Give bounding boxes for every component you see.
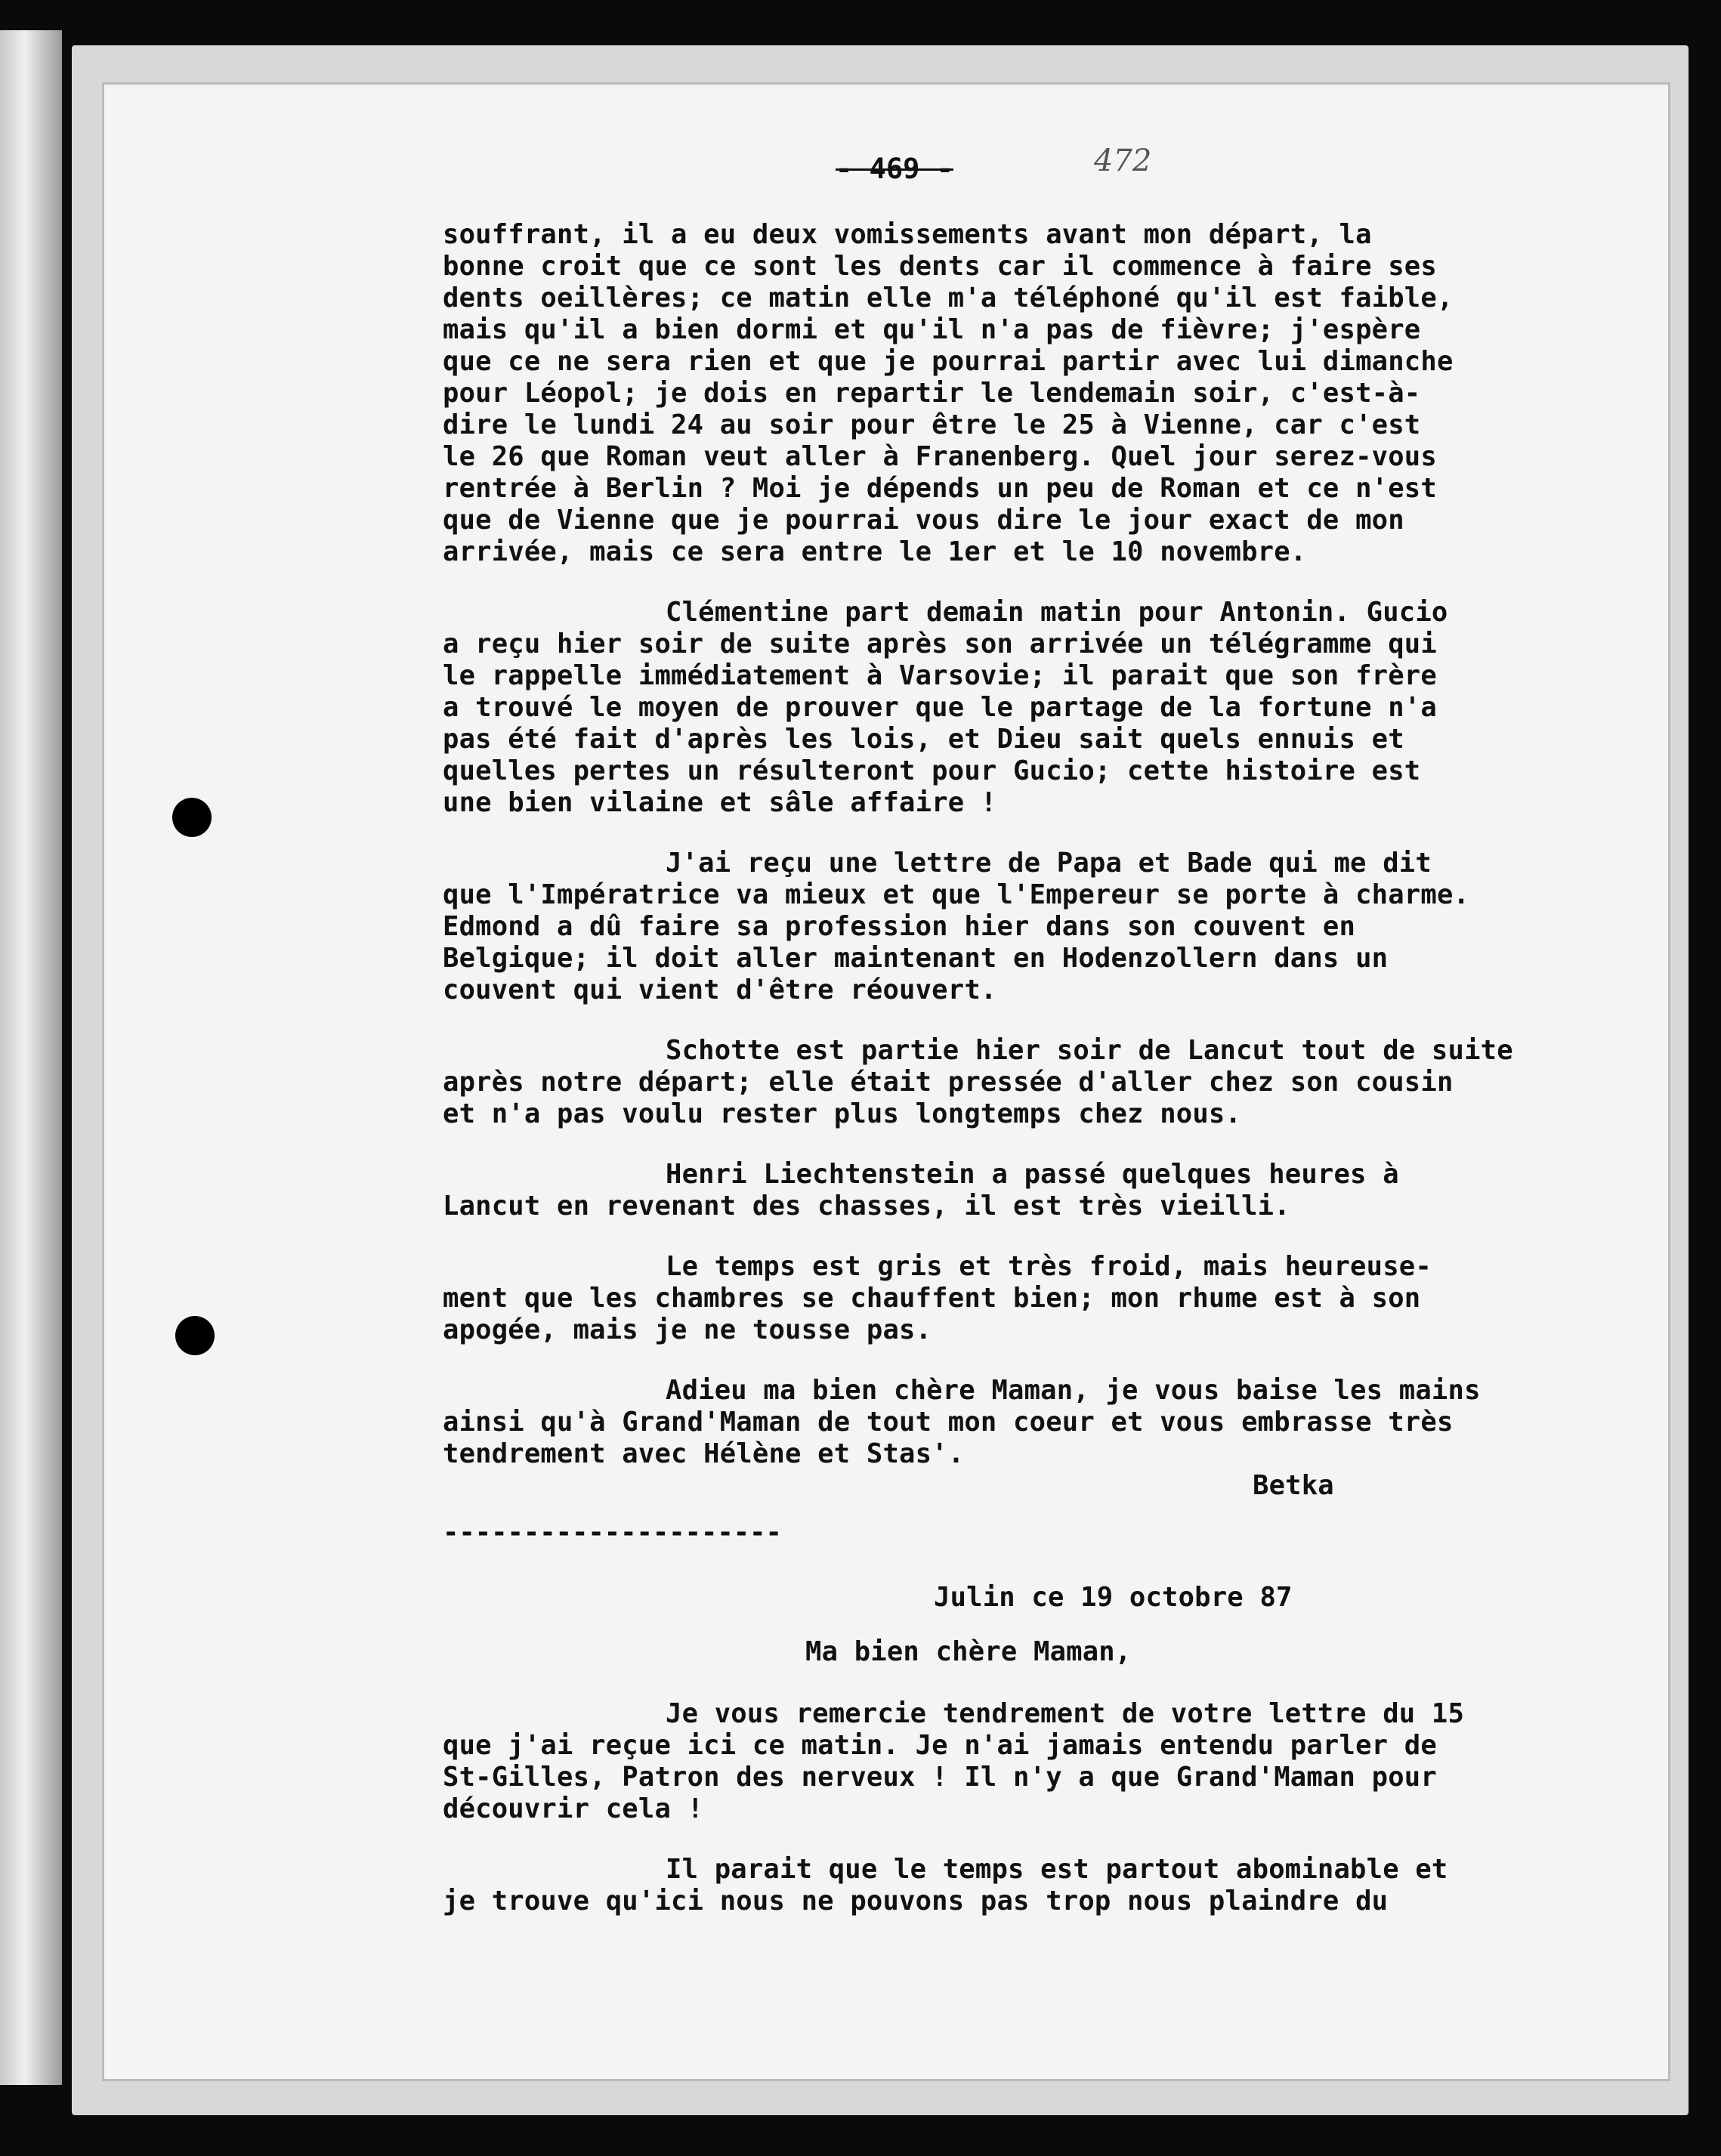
separator-rule: --------------------- xyxy=(443,1517,782,1548)
paragraph xyxy=(443,219,1651,568)
letter-date: Julin ce 19 octobre 87 xyxy=(934,1582,1293,1613)
text-line: Adieu ma bien chère Maman, je vous baise les mains xyxy=(666,1375,1481,1406)
letter-text xyxy=(443,219,1651,1946)
text-line: dents oeillères; ce matin elle m'a téléphoné qu'il est faible, xyxy=(443,283,1454,314)
text-line: quelles pertes un résulteront pour Gucio; cette histoire est xyxy=(443,755,1421,786)
text-line: J'ai reçu une lettre de Papa et Bade qui me dit xyxy=(666,848,1432,879)
text-line: pas été fait d'après les lois, et Dieu sait quels ennuis et xyxy=(443,724,1404,755)
paragraph xyxy=(443,1375,1651,1470)
text-line: ainsi qu'à Grand'Maman de tout mon coeur et vous embrasse très xyxy=(443,1407,1454,1438)
text-line: que l'Impératrice va mieux et que l'Empereur se porte à charme. xyxy=(443,879,1470,910)
text-line: que ce ne sera rien et que je pourrai partir avec lui dimanche xyxy=(443,346,1454,377)
text-line: Clémentine part demain matin pour Antonin. Gucio xyxy=(666,597,1448,628)
punch-hole-top xyxy=(172,798,212,837)
punch-hole-bottom xyxy=(175,1316,215,1355)
salutation: Ma bien chère Maman, xyxy=(805,1636,1132,1667)
text-line: Henri Liechtenstein a passé quelques heures à xyxy=(666,1159,1399,1190)
paragraph xyxy=(443,597,1651,819)
text-line: rentrée à Berlin ? Moi je dépends un peu de Roman et ce n'est xyxy=(443,473,1437,504)
text-line: Edmond a dû faire sa profession hier dans son couvent en xyxy=(443,911,1356,942)
text-line: Il parait que le temps est partout abominable et xyxy=(666,1854,1448,1885)
paragraph xyxy=(443,1251,1651,1346)
text-line: couvent qui vient d'être réouvert. xyxy=(443,975,997,1005)
text-line: dire le lundi 24 au soir pour être le 25 à Vienne, car c'est xyxy=(443,409,1421,440)
text-line: après notre départ; elle était pressée d'aller chez son cousin xyxy=(443,1067,1454,1098)
paragraph xyxy=(443,848,1651,1006)
page-number: - 469 - xyxy=(836,153,953,185)
signature: Betka xyxy=(1253,1470,1334,1501)
text-line: a trouvé le moyen de prouver que le partage de la fortune n'a xyxy=(443,692,1437,723)
text-line: mais qu'il a bien dormi et qu'il n'a pas de fièvre; j'espère xyxy=(443,314,1421,345)
text-line: tendrement avec Hélène et Stas'. xyxy=(443,1438,965,1469)
text-line: St-Gilles, Patron des nerveux ! Il n'y a que Grand'Maman pour xyxy=(443,1762,1437,1793)
text-line: le 26 que Roman veut aller à Franenberg. Quel jour serez-vous xyxy=(443,441,1437,472)
text-line: Belgique; il doit aller maintenant en Hodenzollern dans un xyxy=(443,943,1389,974)
paragraph xyxy=(443,1698,1651,1825)
binder-edge xyxy=(0,30,62,2085)
text-line: le rappelle immédiatement à Varsovie; il parait que son frère xyxy=(443,660,1437,691)
text-line: bonne croit que ce sont les dents car il commence à faire ses xyxy=(443,251,1437,282)
text-line: a reçu hier soir de suite après son arrivée un télégramme qui xyxy=(443,629,1437,659)
text-line: découvrir cela ! xyxy=(443,1793,704,1824)
text-line: Je vous remercie tendrement de votre lettre du 15 xyxy=(666,1698,1465,1729)
text-line: souffrant, il a eu deux vomissements avant mon départ, la xyxy=(443,219,1372,250)
paragraph xyxy=(443,1159,1651,1222)
text-line: une bien vilaine et sâle affaire ! xyxy=(443,787,997,818)
text-line: ment que les chambres se chauffent bien; mon rhume est à son xyxy=(443,1283,1421,1314)
text-line: que j'ai reçue ici ce matin. Je n'ai jamais entendu parler de xyxy=(443,1730,1437,1761)
text-line: je trouve qu'ici nous ne pouvons pas trop nous plaindre du xyxy=(443,1886,1389,1917)
text-line: apogée, mais je ne tousse pas. xyxy=(443,1314,932,1345)
paragraph xyxy=(443,1035,1651,1130)
text-line: Lancut en revenant des chasses, il est très vieilli. xyxy=(443,1191,1290,1222)
text-line: Schotte est partie hier soir de Lancut tout de suite xyxy=(666,1035,1513,1066)
handwritten-folio: 472 xyxy=(1094,144,1152,178)
text-line: Le temps est gris et très froid, mais heureuse- xyxy=(666,1251,1432,1282)
paragraph xyxy=(443,1854,1651,1917)
text-line: que de Vienne que je pourrai vous dire le jour exact de mon xyxy=(443,505,1404,536)
text-line: pour Léopol; je dois en repartir le lendemain soir, c'est-à- xyxy=(443,378,1421,409)
text-line: arrivée, mais ce sera entre le 1er et le 10 novembre. xyxy=(443,536,1307,567)
text-line: et n'a pas voulu rester plus longtemps chez nous. xyxy=(443,1098,1242,1129)
